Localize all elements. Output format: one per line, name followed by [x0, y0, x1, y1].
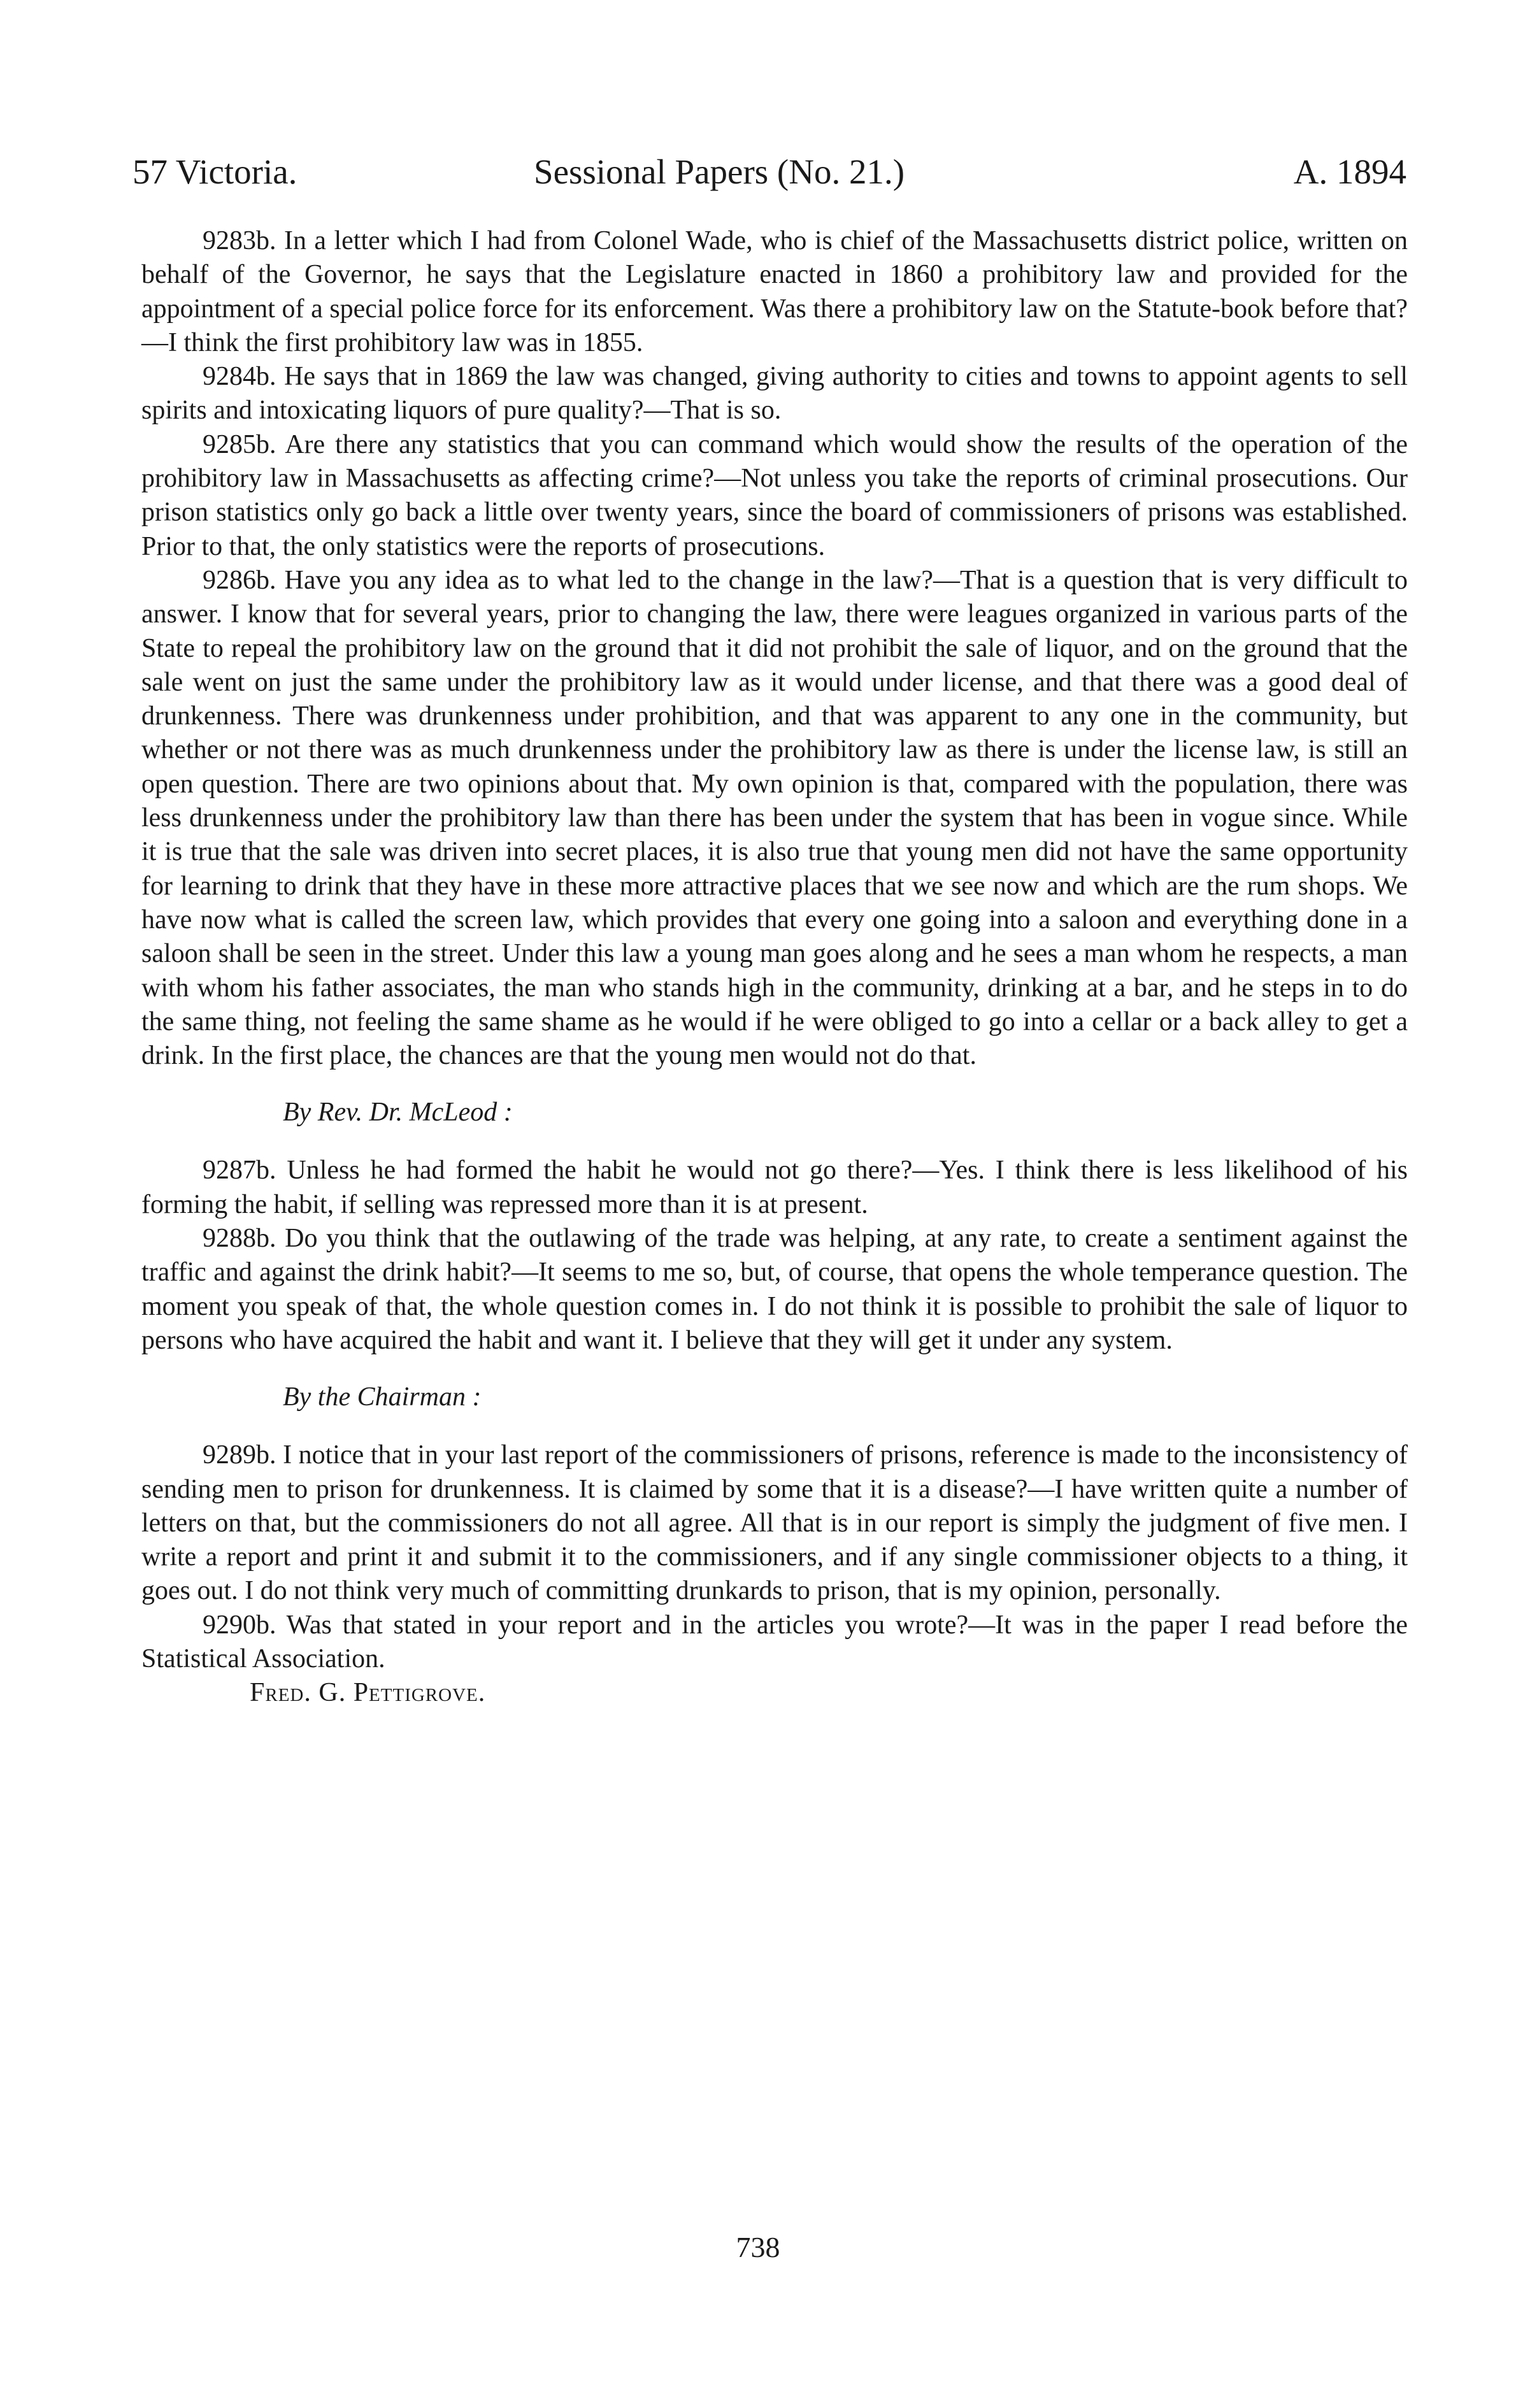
question-number: 9283b.: [203, 226, 276, 255]
question-number: 9284b.: [203, 362, 276, 392]
paragraph-text: He says that in 1869 the law was changed, giving authority to cities and towns to appoint agents to sell spirits and intoxicating liquors of pure quality?—That is so.: [141, 362, 1408, 426]
paragraph-text: Was that stated in your report and in the articles you wrote?—It was in the paper I read before the Statistical Association.: [141, 1610, 1408, 1673]
paragraph-text: In a letter which I had from Colonel Wade, who is chief of the Massachusetts district police, written on behalf of the Governor, he says that the Legislature enacted in 1860 a prohibitory law and provided for the appointment of a special police force for its enforcement. Was there a prohibitory law on the Statute-book before that?—I think the first prohibitory law was in 1855.: [141, 226, 1408, 357]
paragraph-9289b: [141, 1438, 1408, 1608]
page-number: 738: [736, 2231, 780, 2263]
running-header: [132, 147, 1406, 197]
paragraph-9290b: [141, 1609, 1408, 1677]
paragraph-9284b: [141, 360, 1408, 428]
paragraph-text: Unless he had formed the habit he would not go there?—Yes. I think there is less likelihood of his forming the habit, if selling was repressed more than it is at present.: [141, 1156, 1408, 1219]
paragraph-text: Do you think that the outlawing of the trade was helping, at any rate, to create a sentiment against the traffic and against the drink habit?—It seems to me so, but, of course, that opens the whole temperance question. The moment you speak of that, the whole question comes in. I do not think it is possible to prohibit the sale of liquor to persons who have acquired the habit and want it. I believe that they will get it under any system.: [141, 1224, 1408, 1355]
header-right: A. 1894: [1293, 152, 1406, 191]
paragraph-text: Are there any statistics that you can command which would show the results of the operation of the prohibitory law in Massachusetts as affecting crime?—Not unless you take the reports of criminal prosecutions. Our prison statistics only go back a little over twenty years, since the board of commissioners of prisons was established. Prior to that, the only statistics were the reports of prosecutions.: [141, 429, 1408, 561]
paragraph-9283b: [141, 224, 1408, 360]
question-number: 9290b.: [203, 1610, 276, 1640]
question-number: 9288b.: [203, 1224, 276, 1254]
header-title: Sessional Papers (No. 21.): [534, 152, 905, 191]
question-number: 9287b.: [203, 1156, 276, 1186]
subheading-chairman: By the Chairman :: [283, 1382, 482, 1412]
paragraph-9285b: [141, 428, 1408, 564]
witness-signature: Fred. G. Pettigrove.: [250, 1678, 486, 1708]
header-left: 57 Victoria.: [132, 152, 297, 191]
question-number: 9286b.: [203, 565, 276, 595]
paragraph-9286b: [141, 564, 1408, 1073]
paragraph-text: I notice that in your last report of the commissioners of prisons, reference is made to the inconsistency of sending men to prison for drunkenness. It is claimed by some that it is a disease?—I have written quite a number of letters on that, but the commissioners do not all agree. All that is in our report is simply the judgment of five men. I write a report and print it and submit it to the commissioners, and if any single commissioner objects to a thing, it goes out. I do not think very much of committing drunkards to prison, that is my opinion, personally.: [141, 1440, 1408, 1606]
subheading-mcleod: By Rev. Dr. McLeod :: [283, 1098, 513, 1128]
question-number: 9289b.: [203, 1440, 276, 1470]
body-text: [141, 224, 1408, 1710]
paragraph-text: Have you any idea as to what led to the change in the law?—That is a question that is very difficult to answer. I know that for several years, prior to changing the law, there were leagues organized in various parts of the State to repeal the prohibitory law on the ground that it did not prohibit the sale of liquor, and on the ground that the sale went on just the same under the prohibitory law as it would under license, and that there was a good deal of drunkenness. There was drunkenness under prohibition, and that was apparent to any one in the community, but whether or not there was as much drunkenness under the prohibitory law as there is under the license law, is still an open question. There are two opinions about that. My own opinion is that, compared with the population, there was less drunkenness under the prohibitory law than there has been under the system that has been in vogue since. While it is true that the sale was driven into secret places, it is also true that young men did not have the same opportunity for learning to drink that they have in these more attractive places that we see now and which are the rum shops. We have now what is called the screen law, which provides that every one going into a saloon and everything done in a saloon shall be seen in the street. Under this law a young man goes along and he sees a man whom he respects, a man with whom his father associates, the man who stands high in the community, drinking at a bar, and he steps in to do the same thing, not feeling the same shame as he would if he were obliged to go into a cellar or a back alley to get a drink. In the first place, the chances are that the young men would not do that.: [141, 565, 1408, 1071]
paragraph-9288b: [141, 1222, 1408, 1358]
question-number: 9285b.: [203, 429, 276, 459]
paragraph-9287b: [141, 1154, 1408, 1222]
